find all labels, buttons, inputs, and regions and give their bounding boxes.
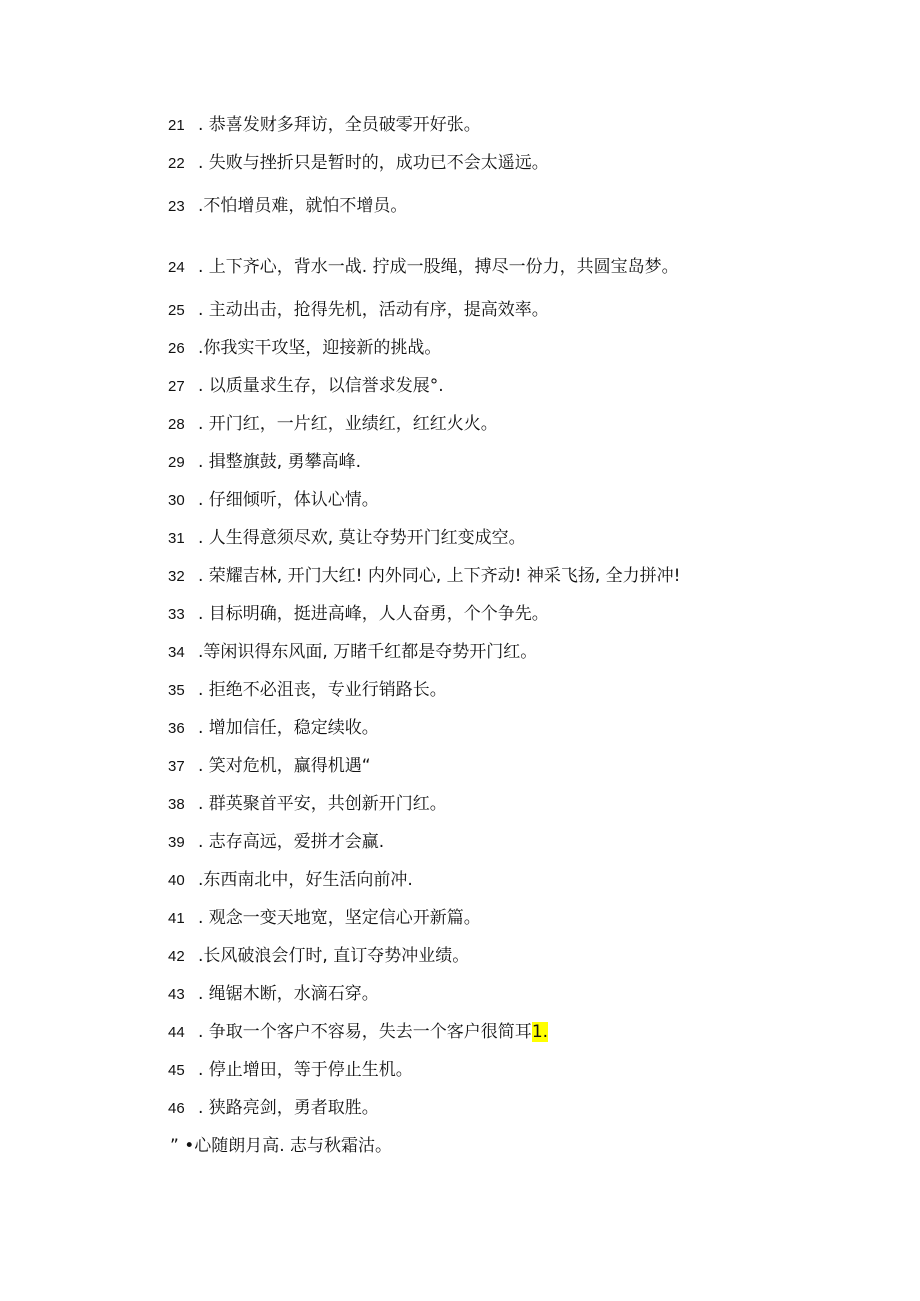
item-text: . 停止增田，等于停止生机。 [198,1060,413,1080]
item-text: . 失败与挫折只是暂时的，成功已不会太遥远。 [198,153,549,173]
item-text: .长风破浪会仃时, 直订夺势冲业绩。 [198,946,470,966]
item-text: . 以质量求生存，以信誉求发展°. [198,376,444,396]
item-text: . 笑对危机，赢得机遇“ [198,756,371,776]
item-number: 43 [168,986,185,1003]
item-number: 31 [168,530,185,547]
list-item [168,252,880,282]
item-number: 38 [168,796,185,813]
list-item [168,485,880,515]
item-number: 28 [168,416,185,433]
item-number: 35 [168,682,185,699]
list-item [168,1017,880,1047]
item-text: . 人生得意须尽欢, 莫让夺势开门红变成空。 [198,528,526,548]
item-number: 44 [168,1024,185,1041]
item-text: . 仔细倾听，体认心情。 [198,490,379,510]
item-number: 21 [168,117,185,134]
list-item [168,941,880,971]
item-number: 24 [168,259,185,276]
item-number: 22 [168,155,185,172]
item-number: 36 [168,720,185,737]
list-item [168,865,880,895]
list-item [168,295,880,325]
list-item [168,751,880,781]
list-item [168,599,880,629]
item-text: . 拒绝不必沮丧，专业行销路长。 [198,680,447,700]
item-number: 39 [168,834,185,851]
item-number: 34 [168,644,185,661]
item-text: . 增加信任，稳定续收。 [198,718,379,738]
item-number: 33 [168,606,185,623]
list-item [168,789,880,819]
item-number: 42 [168,948,185,965]
item-text: . 恭喜发财多拜访，全员破零开好张。 [198,115,481,135]
item-text: . 绳锯木断，水滴石穿。 [198,984,379,1004]
list-item [168,110,880,140]
item-text: .你我实干攻坚，迎接新的挑战。 [198,338,442,358]
item-number: 40 [168,872,185,889]
item-text: . 主动出击，抢得先机，活动有序，提高效率。 [198,300,549,320]
list-item [168,371,880,401]
item-text: .等闲识得东风面, 万睹千红都是夺势开门红。 [198,642,538,662]
item-text: . 目标明确，挺进高峰，人人奋勇，个个争先。 [198,604,549,624]
list-item [168,409,880,439]
item-number: 41 [168,910,185,927]
item-number: 45 [168,1062,185,1079]
list-item [168,333,880,363]
highlighted-text: 1. [531,1022,549,1042]
list-item [168,148,880,178]
list-item [168,523,880,553]
item-text: . 揖整旗鼓, 勇攀高峰. [198,452,362,472]
item-text: . 观念一变天地宽，坚定信心开新篇。 [198,908,481,928]
list-item [168,903,880,933]
item-text: . 荣耀吉林, 开门大红! 内外同心, 上下齐动! 神采飞扬, 全力拼冲! [198,566,681,586]
item-number: 32 [168,568,185,585]
list-item [168,979,880,1009]
item-number: 25 [168,302,185,319]
item-text: . 志存高远，爱拼才会赢. [198,832,385,852]
list-item [168,675,880,705]
list-item [168,637,880,667]
item-number: 29 [168,454,185,471]
item-text: . 争取一个客户不容易，失去一个客户很简耳 [198,1022,532,1042]
item-number: 26 [168,340,185,357]
item-text: . 开门红，一片红，业绩红，红红火火。 [198,414,498,434]
list-item [168,561,880,591]
list-item [168,447,880,477]
item-number: 30 [168,492,185,509]
list-item [168,827,880,857]
list-item [168,191,880,221]
item-text: .东西南北中，好生活向前冲. [198,870,413,890]
item-text: . 群英聚首平安，共创新开门红。 [198,794,447,814]
item-text: ” •心随朗月高. 志与秋霜沽。 [170,1136,393,1156]
item-text: .不怕增员难，就怕不增员。 [198,196,408,216]
list-item [168,713,880,743]
item-number: 37 [168,758,185,775]
item-number: 27 [168,378,185,395]
item-number: 23 [168,198,185,215]
item-number: 46 [168,1100,185,1117]
item-text: . 狭路亮剑，勇者取胜。 [198,1098,379,1118]
list-item [168,1055,880,1085]
list-item [168,1093,880,1123]
item-text: . 上下齐心，背水一战. 拧成一股绳，搏尽一份力，共圆宝岛梦。 [198,257,679,277]
list-item-last [170,1131,880,1161]
